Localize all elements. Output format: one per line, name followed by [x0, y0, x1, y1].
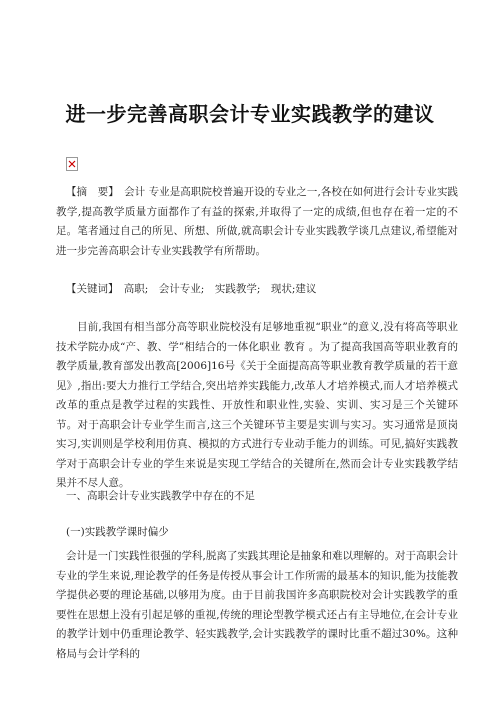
- broken-image-icon: [66, 157, 78, 171]
- keywords-label: 【关键词】: [66, 283, 114, 295]
- keywords: [56, 280, 458, 300]
- body-paragraph: 会计是一门实践性很强的学科,脱离了实践其理论是抽象和难以理解的。对于高职会计专业的学生来说,理论教学的任务是传授从事会计工作所需的最基本的知识,能为技能教学提供必要的理论基础,以够用为度。由于目前我国许多高职院校对会计实践教学的重要性在思想上没有引起足够的重视,传统的理论型教学模式还占有主导地位,在会计专业的教学计划中仍重理论教学、轻实践教学,会计实践教学的课时比重不超过30%。这种格局与会计学科的: [56, 550, 458, 660]
- keywords-text: 高职; 会计专业; 实践教学; 现状;建议: [123, 283, 317, 295]
- abstract-text: 会计 专业是高职院校普遍开设的专业之一,各校在如何进行会计专业实践教学,提高教学质量方面都作了有益的探索,并取得了一定的成绩,但也存在着一定的不足。笔者通过自己的所见、所想、所做,就高职会计专业实践教学谈几点建议,希望能对进一步完善高职会计专业实践教学有所帮助。: [56, 186, 458, 257]
- abstract-label: 【摘 要】: [66, 186, 114, 198]
- intro-paragraph: 目前,我国有相当部分高等职业院校没有足够地重视“职业”的意义,没有将高等职业技术学院办成“产、教、学”相结合的一体化职业 教育 。为了提高我国高等职业教育的教学质量,教育部发出教高[2006]16号《关于全面提高高等职业教育教学质量的若干意见》,指出:要大力推行工学结合,突出培养实践能力,改革人才培养模式,而人才培养模式改革的重点是教学过程的实践性、开放性和职业性,实验、实训、实习是三个关键环节。对于高职会计专业学生而言,这三个关键环节主要是实训与实习。实习通常是顶岗实习,实训则是学校利用仿真、模拟的方式进行专业动手能力的训练。可见,搞好实践教学对于高职会计专业的学生来说是实现工学结合的关键所在,然而会计专业实践教学结果并不尽人意。: [56, 321, 458, 489]
- page-title: 进一步完善高职会计专业实践教学的建议: [65, 102, 435, 126]
- section-heading: 一、高职会计专业实践教学中存在的不足: [66, 490, 255, 502]
- subsection-heading: (一)实践教学课时偏少: [66, 526, 169, 538]
- abstract: [56, 183, 458, 261]
